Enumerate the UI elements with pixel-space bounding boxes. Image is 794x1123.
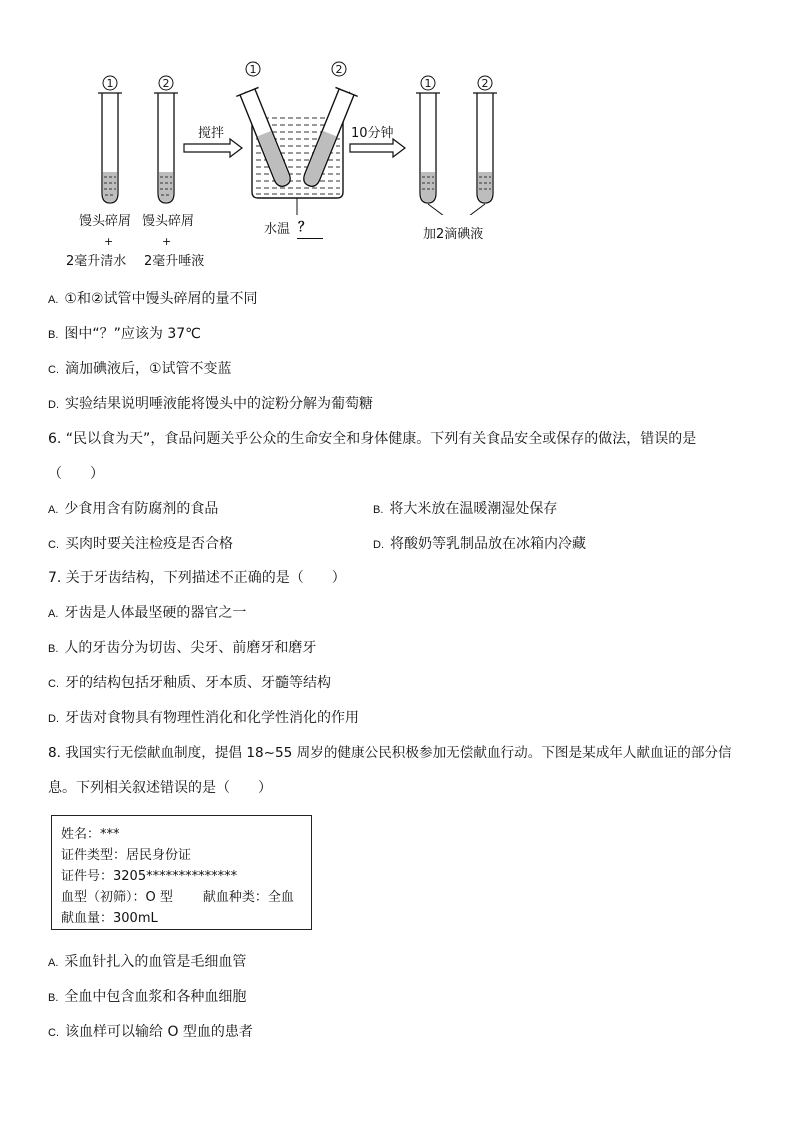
q8-option-a: A. 采血针扎入的血管是毛细血管 [48, 954, 247, 970]
q8-stem-line1: 8. 我国实行无偿献血制度，提倡 18~55 周岁的健康公民积极参加无偿献血行动。下图是某成年人献血证的部分信 [48, 745, 732, 761]
q5-option-d: D. 实验结果说明唾液能将馒头中的淀粉分解为葡萄糖 [48, 396, 373, 412]
experiment-figure [0, 55, 794, 215]
q7-stem: 7. 关于牙齿结构，下列描述不正确的是（ ） [48, 570, 346, 586]
card-blood-row [61, 887, 311, 908]
q5-option-b: B. 图中“？”应该为 37℃ [48, 326, 201, 342]
q6-paren: （ ） [48, 466, 104, 482]
test-tube-1-result [416, 93, 440, 203]
q6-option-d: D. 将酸奶等乳制品放在冰箱内冷藏 [373, 536, 586, 552]
svg-text:2: 2 [481, 77, 489, 90]
q5-option-c: C. 滴加碘液后，①试管不变蓝 [48, 361, 232, 377]
q7-option-b: B. 人的牙齿分为切齿、尖牙、前磨牙和磨牙 [48, 640, 317, 656]
tube2-caption-3: 2毫升唾液 [144, 254, 205, 269]
card-amount: 献血量：300mL [61, 911, 158, 926]
svg-text:1: 1 [106, 77, 114, 90]
svg-text:2: 2 [162, 77, 170, 90]
arrow-stir-label: 搅拌 [198, 126, 225, 141]
tube1-caption-2: + [104, 235, 114, 248]
q6-option-a: A. 少食用含有防腐剂的食品 [48, 501, 219, 517]
q8-stem-line2: 息。下列相关叙述错误的是（ ） [48, 780, 272, 796]
q6-stem: 6. “民以食为天”，食品问题关乎公众的生命安全和身体健康。下列有关食品安全或保存的做法，错误的是 [48, 431, 697, 447]
q7-option-d: D. 牙齿对食物具有物理性消化和化学性消化的作用 [48, 710, 359, 726]
blood-donation-card [51, 815, 312, 930]
card-blood-type: 血型（初筛）：O 型 [61, 890, 173, 905]
card-id-type: 证件类型：居民身份证 [61, 848, 192, 863]
card-donation-kind: 献血种类：全血 [202, 890, 294, 905]
test-tube-2 [154, 93, 178, 203]
tube1-caption-3: 2毫升清水 [66, 254, 127, 269]
q8-option-c: C. 该血样可以输给 O 型血的患者 [48, 1024, 253, 1040]
q7-option-a: A. 牙齿是人体最坚硬的器官之一 [48, 605, 247, 621]
iodine-label: 加2滴碘液 [423, 227, 484, 242]
q7-option-c: C. 牙的结构包括牙釉质、牙本质、牙髓等结构 [48, 675, 331, 691]
svg-text:2: 2 [335, 63, 343, 76]
test-tube-2-result [473, 93, 497, 203]
q6-option-b: B. 将大米放在温暖潮湿处保存 [373, 501, 558, 517]
water-temp-label: 水温 [264, 222, 291, 237]
svg-text:1: 1 [424, 77, 432, 90]
q6-option-c: C. 买肉时要关注检疫是否合格 [48, 536, 233, 552]
card-name: 姓名：*** [61, 827, 120, 842]
question-underline [297, 238, 323, 239]
tube2-caption-1: 馒头碎屑 [142, 214, 195, 229]
q8-option-b: B. 全血中包含血浆和各种血细胞 [48, 989, 247, 1005]
svg-text:1: 1 [249, 63, 257, 76]
test-tube-1 [98, 93, 122, 203]
card-id-number: 证件号：3205************** [61, 869, 238, 884]
question-mark: ？ [298, 220, 312, 235]
arrow-time-label: 10分钟 [351, 126, 394, 141]
q5-option-a: A. ①和②试管中馒头碎屑的量不同 [48, 291, 258, 307]
tube1-caption-1: 馒头碎屑 [79, 214, 132, 229]
tube2-caption-2: + [162, 235, 172, 248]
beaker [236, 87, 357, 215]
